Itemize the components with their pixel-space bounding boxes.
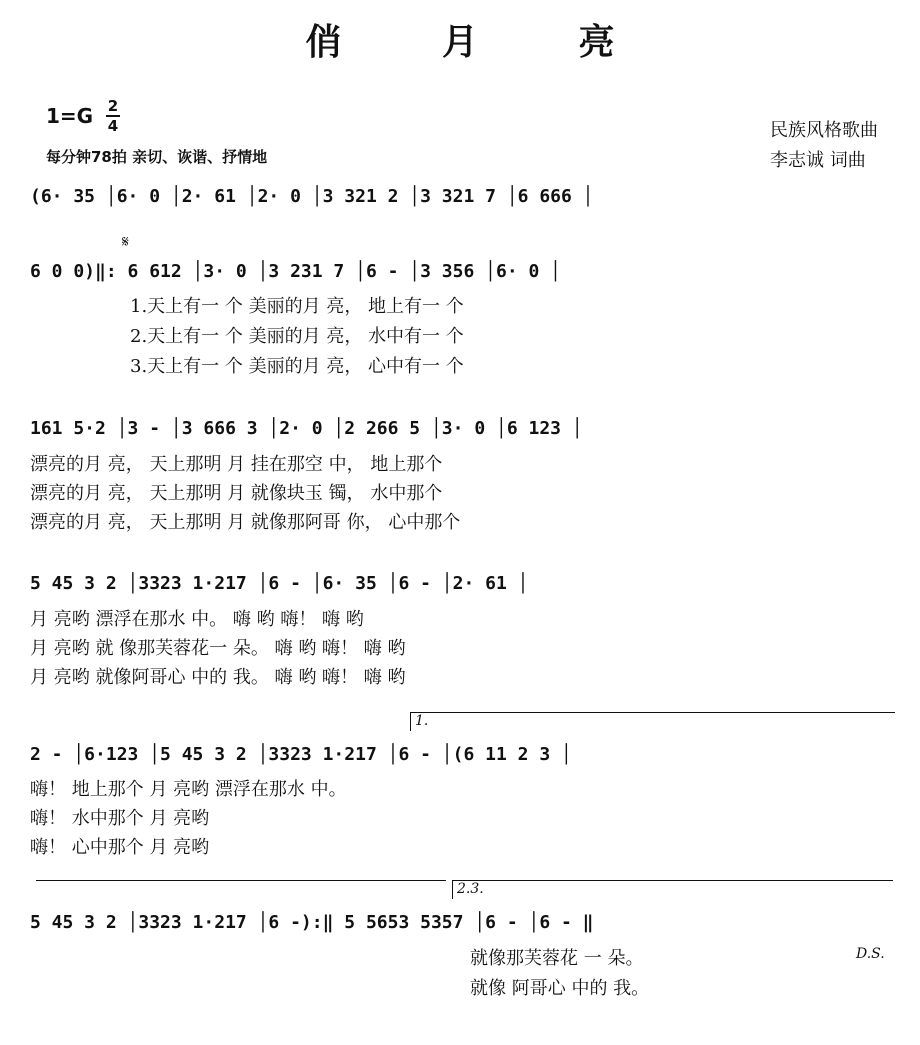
score-row-6-notes: 5 45 3 2 │3323 1·217 │6 -):‖ 5 5653 5357 │6 - │6 - ‖ [30, 912, 594, 933]
score-row-2-notes: 6 0 0)‖: 6 612 │3· 0 │3 231 7 │6 - │3 356 │6· 0 │ [30, 261, 562, 282]
score-row-4-notes: 5 45 3 2 │3323 1·217 │6 - │6· 35 │6 - │2· 61 │ [30, 573, 529, 594]
row-2-lyric-verse-3: 3.天上有一 个 美丽的月 亮， 心中有一 个 [130, 356, 464, 377]
row-3-lyric-verse-2: 漂亮的月 亮， 天上那明 月 就像块玉 镯， 水中那个 [30, 483, 443, 504]
volta-bracket-2-3: 2.3. [452, 880, 893, 899]
dal-segno-marking: D.S. [856, 946, 885, 962]
row-5-lyric-verse-1: 嗨！ 地上那个 月 亮哟 漂浮在那水 中。 [30, 779, 347, 800]
song-title: 俏 月 亮 [305, 21, 659, 63]
row-4-lyric-verse-3: 月 亮哟 就像阿哥心 中的 我。 嗨 哟 嗨！ 嗨 哟 [30, 667, 406, 688]
volta-bracket-1: 1. [410, 712, 895, 731]
segno-sign: 𝄋 [122, 232, 129, 251]
score-row-5-notes: 2 - │6·123 │5 45 3 2 │3323 1·217 │6 - │(6 11 2 3 │ [30, 744, 572, 765]
row-3-lyric-verse-1: 漂亮的月 亮， 天上那明 月 挂在那空 中， 地上那个 [30, 454, 443, 475]
row-5-lyric-verse-2: 嗨！ 水中那个 月 亮哟 [30, 808, 210, 829]
volta-1-continuation-line [36, 880, 446, 881]
tempo-marking: 每分钟78拍 亲切、诙谐、抒情地 [46, 148, 268, 166]
row-3-lyric-verse-3: 漂亮的月 亮， 天上那明 月 就像那阿哥 你， 心中那个 [30, 512, 461, 533]
score-row-1-notes: (6· 35 │6· 0 │2· 61 │2· 0 │3 321 2 │3 321 7 │6 666 │ [30, 186, 594, 207]
row-4-lyric-verse-2: 月 亮哟 就 像那芙蓉花一 朵。 嗨 哟 嗨！ 嗨 哟 [30, 638, 406, 659]
row-4-lyric-verse-1: 月 亮哟 漂浮在那水 中。 嗨 哟 嗨！ 嗨 哟 [30, 609, 364, 630]
song-author: 李志诚 词曲 [770, 150, 866, 171]
row-6-lyric-verse-1: 就像那芙蓉花 一 朵。 [470, 948, 644, 969]
song-style: 民族风格歌曲 [770, 120, 878, 141]
row-2-lyric-verse-1: 1.天上有一 个 美丽的月 亮， 地上有一 个 [130, 296, 464, 317]
key-signature: 1=G [46, 104, 94, 128]
row-6-lyric-verse-2: 就像 阿哥心 中的 我。 [470, 978, 650, 999]
score-row-3-notes: 161 5·2 │3 - │3 666 3 │2· 0 │2 266 5 │3· 0 │6 123 │ [30, 418, 583, 439]
row-2-lyric-verse-2: 2.天上有一 个 美丽的月 亮， 水中有一 个 [130, 326, 464, 347]
time-signature [106, 98, 120, 134]
row-5-lyric-verse-3: 嗨！ 心中那个 月 亮哟 [30, 837, 210, 858]
time-signature-bottom: 4 [107, 117, 119, 135]
time-signature-top: 2 [107, 97, 119, 115]
